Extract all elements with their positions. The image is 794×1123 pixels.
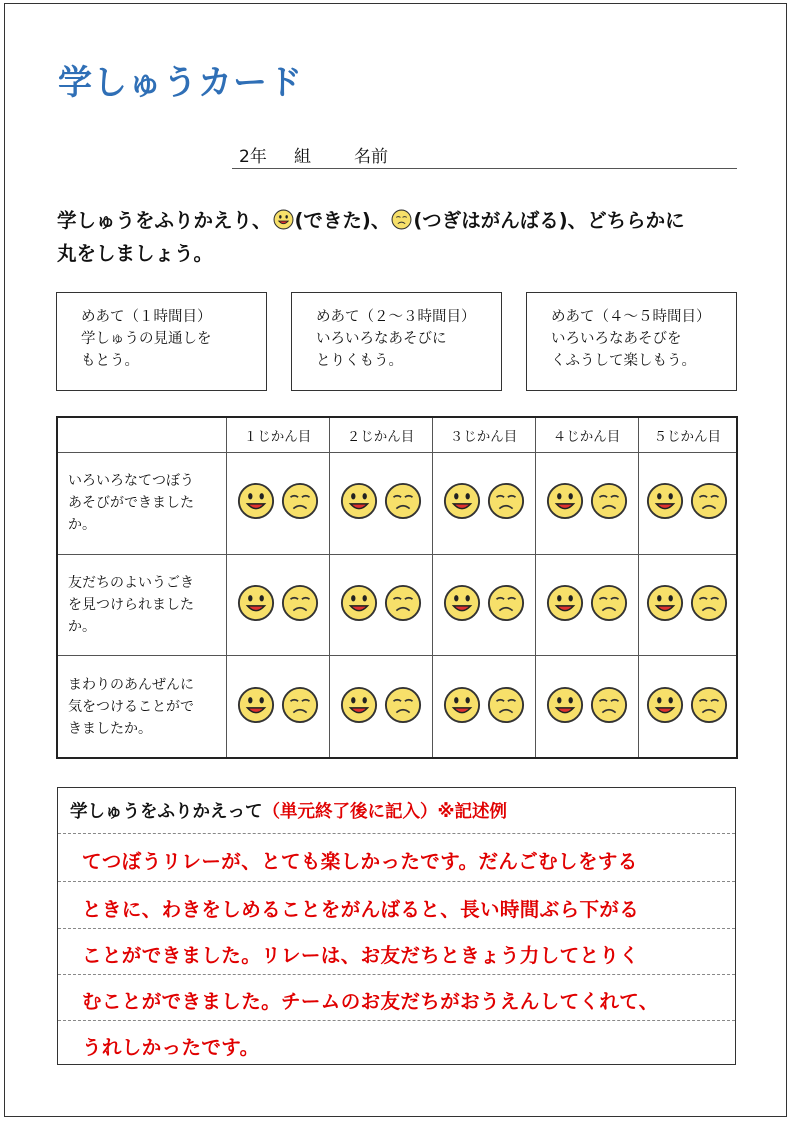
question-text: あそびができました xyxy=(68,495,194,512)
goal-text: もとう。 xyxy=(81,353,139,369)
face-choice-group xyxy=(536,482,638,524)
question-text: きましたか。 xyxy=(68,720,152,737)
face-choice-group xyxy=(639,686,737,728)
face-choice-cell xyxy=(329,656,432,758)
instruction-text: 学しゅうをふりかえり、 xyxy=(57,209,272,232)
question-text: まわりのあんぜんに xyxy=(68,676,194,693)
face-choice-group xyxy=(227,686,329,728)
frowning-face-icon[interactable] xyxy=(487,584,525,626)
frowning-face-icon[interactable] xyxy=(690,686,728,728)
frowning-face-icon xyxy=(391,209,412,239)
smiling-face-icon[interactable] xyxy=(340,482,378,524)
goal-heading: めあて（４～５時間目） xyxy=(551,309,711,325)
table-row xyxy=(57,453,737,555)
smiling-face-icon[interactable] xyxy=(443,584,481,626)
frowning-face-icon[interactable] xyxy=(590,584,628,626)
frowning-face-icon[interactable] xyxy=(590,482,628,524)
grade-label: 2年 xyxy=(239,147,267,167)
column-header: １じかん目 xyxy=(226,417,329,453)
name-line xyxy=(232,140,737,169)
reflection-line[interactable]: てつぼうリレーが、とても楽しかったです。だんごむしをする xyxy=(82,850,638,873)
goal-box-3 xyxy=(526,292,737,391)
reflection-line[interactable]: ときに、わきをしめることをがんばると、長い時間ぶら下がる xyxy=(82,898,640,921)
ruled-line xyxy=(58,833,735,834)
page-title: 学しゅうカード xyxy=(58,63,303,103)
face-choice-cell xyxy=(535,656,638,758)
smiling-face-icon[interactable] xyxy=(340,686,378,728)
frowning-face-icon[interactable] xyxy=(590,686,628,728)
smiling-face-icon[interactable] xyxy=(237,584,275,626)
goal-heading: めあて（２～３時間目） xyxy=(316,309,476,325)
ruled-line xyxy=(58,881,735,882)
frowning-face-icon[interactable] xyxy=(384,482,422,524)
smiling-face-icon[interactable] xyxy=(546,686,584,728)
face-choice-cell xyxy=(638,554,737,656)
reflection-heading: 学しゅうをふりかえって xyxy=(70,802,263,822)
face-choice-group xyxy=(433,482,535,524)
frowning-face-icon[interactable] xyxy=(487,686,525,728)
smiling-face-icon[interactable] xyxy=(443,482,481,524)
frowning-face-icon[interactable] xyxy=(690,482,728,524)
face-choice-cell xyxy=(432,554,535,656)
name-label: 名前 xyxy=(354,147,388,167)
frowning-face-icon[interactable] xyxy=(690,584,728,626)
smiling-face-icon[interactable] xyxy=(340,584,378,626)
reflection-line[interactable]: うれしかったです。 xyxy=(82,1036,260,1059)
ruled-line xyxy=(58,1020,735,1021)
smiling-face-icon[interactable] xyxy=(546,584,584,626)
frowning-face-icon[interactable] xyxy=(281,584,319,626)
class-label: 組 xyxy=(294,147,311,167)
reflection-heading-line xyxy=(70,798,507,823)
smiling-face-icon[interactable] xyxy=(646,584,684,626)
question-cell xyxy=(57,656,226,758)
face-choice-cell xyxy=(535,453,638,555)
column-header: ３じかん目 xyxy=(432,417,535,453)
smiling-face-icon[interactable] xyxy=(646,686,684,728)
face-choice-cell xyxy=(535,554,638,656)
reflection-box xyxy=(57,787,736,1065)
face-choice-group xyxy=(330,482,432,524)
face-choice-cell xyxy=(226,554,329,656)
goal-text: とりくもう。 xyxy=(316,353,403,369)
frowning-face-icon[interactable] xyxy=(281,686,319,728)
bad-label: (つぎはがんばる)、どちらかに xyxy=(413,209,685,232)
table-row xyxy=(57,656,737,758)
face-choice-cell xyxy=(638,656,737,758)
goal-heading: めあて（１時間目） xyxy=(81,309,212,325)
instruction-text-2: 丸をしましょう。 xyxy=(57,242,214,265)
question-text: か。 xyxy=(68,517,96,534)
smiling-face-icon[interactable] xyxy=(443,686,481,728)
reflection-note: （単元終了後に記入）※記述例 xyxy=(262,802,508,822)
frowning-face-icon[interactable] xyxy=(384,584,422,626)
face-choice-cell xyxy=(638,453,737,555)
smiling-face-icon[interactable] xyxy=(646,482,684,524)
goal-text: いろいろなあそびを xyxy=(551,331,682,347)
face-choice-group xyxy=(639,482,737,524)
table-corner xyxy=(57,417,226,453)
question-cell xyxy=(57,554,226,656)
goal-text: くふうして楽しもう。 xyxy=(551,353,696,369)
face-choice-group xyxy=(433,584,535,626)
reflection-line[interactable]: むことができました。チームのお友だちがおうえんしてくれて、 xyxy=(82,990,659,1013)
question-cell xyxy=(57,453,226,555)
face-choice-cell xyxy=(226,453,329,555)
ruled-line xyxy=(58,974,735,975)
face-choice-group xyxy=(639,584,737,626)
goal-text: 学しゅうの見通しを xyxy=(81,331,212,347)
face-choice-cell xyxy=(432,656,535,758)
smiling-face-icon[interactable] xyxy=(237,686,275,728)
face-choice-group xyxy=(330,584,432,626)
question-text: 友だちのよいうごき xyxy=(68,574,194,591)
frowning-face-icon[interactable] xyxy=(281,482,319,524)
ruled-line xyxy=(58,928,735,929)
question-text: 気をつけることがで xyxy=(68,698,194,715)
column-header: ４じかん目 xyxy=(535,417,638,453)
frowning-face-icon[interactable] xyxy=(487,482,525,524)
smiling-face-icon[interactable] xyxy=(237,482,275,524)
face-choice-group xyxy=(330,686,432,728)
goal-box-2 xyxy=(291,292,502,391)
self-evaluation-table xyxy=(56,416,738,759)
table-row xyxy=(57,554,737,656)
face-choice-group xyxy=(536,686,638,728)
face-choice-group xyxy=(536,584,638,626)
face-choice-cell xyxy=(432,453,535,555)
instruction xyxy=(57,206,747,269)
question-text: を見つけられました xyxy=(68,596,194,613)
face-choice-cell xyxy=(329,453,432,555)
smiling-face-icon[interactable] xyxy=(546,482,584,524)
smiling-face-icon xyxy=(273,209,294,239)
question-text: いろいろなてつぼう xyxy=(68,473,194,490)
face-choice-group xyxy=(433,686,535,728)
column-header: ２じかん目 xyxy=(329,417,432,453)
frowning-face-icon[interactable] xyxy=(384,686,422,728)
question-text: か。 xyxy=(68,618,96,635)
column-header: ５じかん目 xyxy=(638,417,737,453)
reflection-line[interactable]: ことができました。リレーは、お友だちときょう力してとりく xyxy=(82,944,640,967)
good-label: (できた)、 xyxy=(294,209,391,232)
goal-box-1 xyxy=(56,292,267,391)
goal-text: いろいろなあそびに xyxy=(316,331,447,347)
table-header-row xyxy=(57,417,737,453)
face-choice-cell xyxy=(226,656,329,758)
face-choice-group xyxy=(227,584,329,626)
face-choice-cell xyxy=(329,554,432,656)
face-choice-group xyxy=(227,482,329,524)
